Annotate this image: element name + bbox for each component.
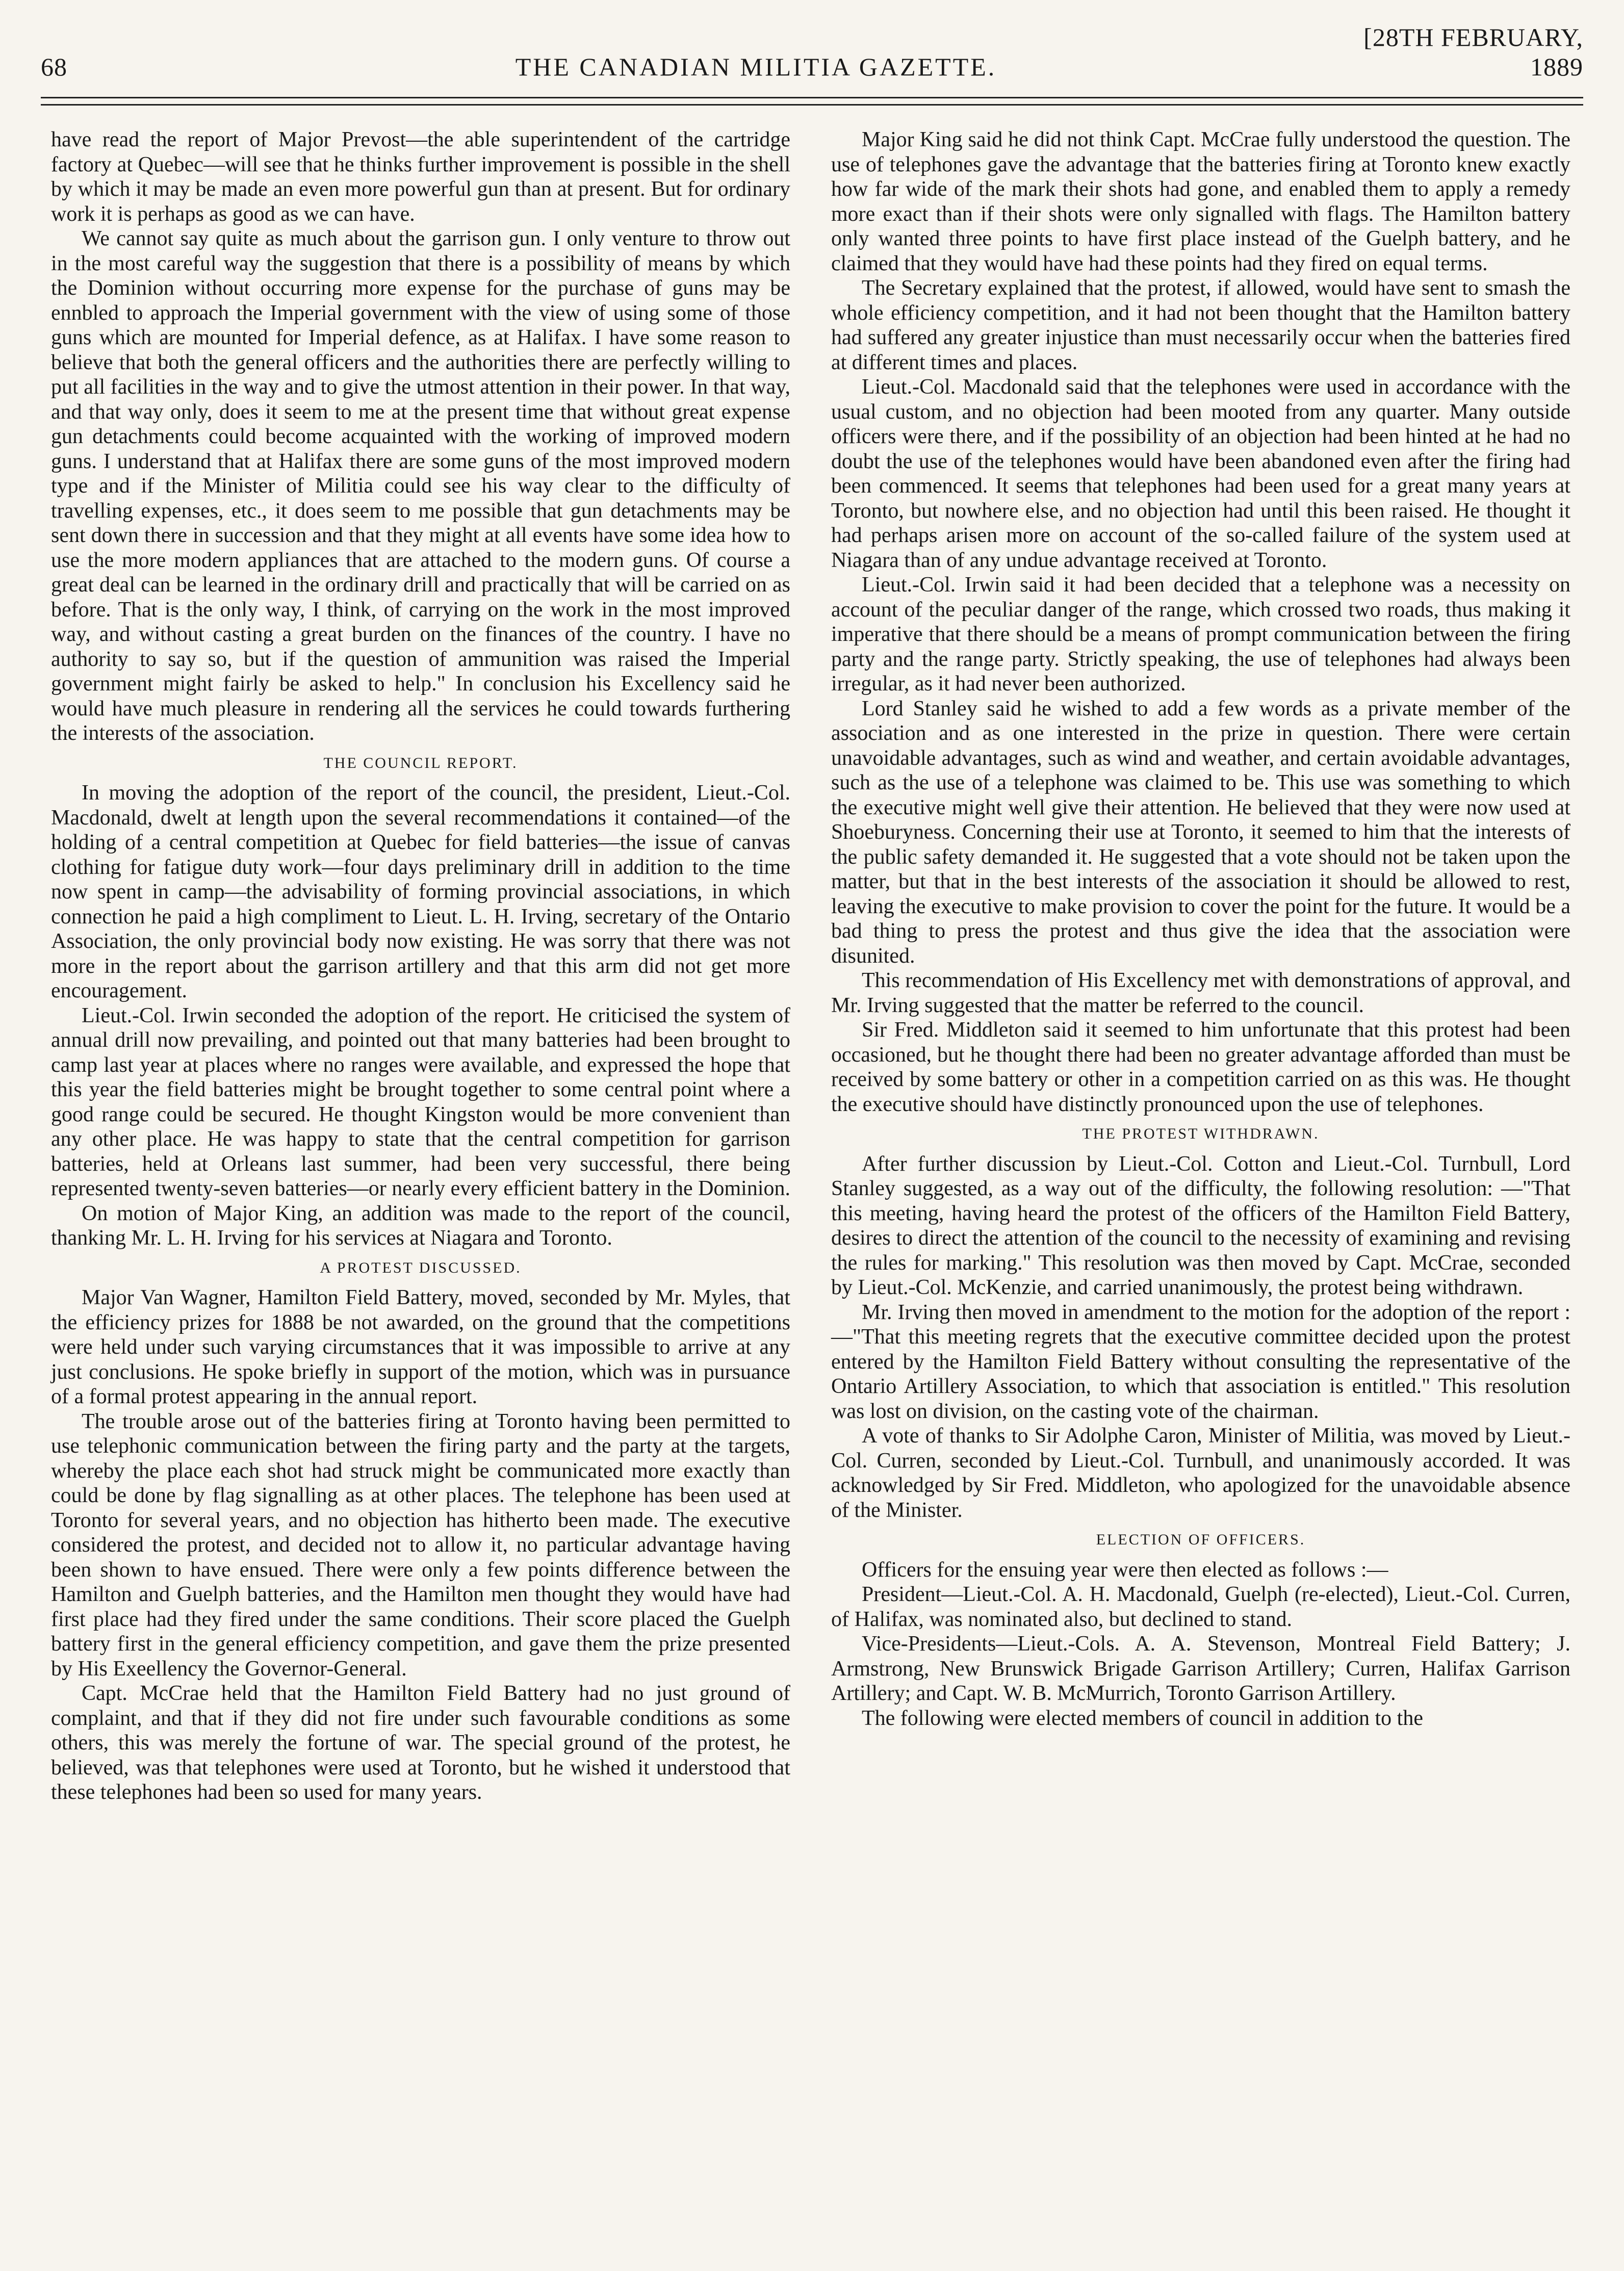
paragraph: Major Van Wagner, Hamilton Field Battery, moved, seconded by Mr. Myles, that the efficiency prizes for 1888 be not awarded, on the ground that the competitions were held under such varying circumstances that it was impossible to arrive at any just conclusions. He spoke briefly in support of the motion, which was in pursuance of a formal protest appearing in the annual report. — [51, 1286, 790, 1408]
paragraph: Sir Fred. Middleton said it seemed to him unfortunate that this protest had been occasioned, but he thought there had been no greater advantage afforded than must be received by some battery or other in a competition carried on as this was. He thought the executive should have distinctly pronounced upon the use of telephones. — [831, 1018, 1570, 1116]
section-heading: ELECTION OF OFFICERS. — [1096, 1531, 1306, 1548]
paragraph: The Secretary explained that the protest, if allowed, would have sent to smash the whole efficiency competition, and it had not been thought that the Hamilton battery had suffered any greater injustice than must necessarily occur when the batteries fired at different times and places. — [831, 276, 1570, 374]
section-heading: A PROTEST DISCUSSED. — [320, 1259, 522, 1276]
header-rule-top — [41, 97, 1583, 98]
masthead-title: THE CANADIAN MILITIA GAZETTE. — [515, 53, 997, 81]
paragraph: We cannot say quite as much about the garrison gun. I only venture to throw out in the most careful way the suggestion that there is a possibility of means by which the Dominion without occurring more expense for the purchase of guns may be ennbled to approach the Imperial government with the view of using some of those guns which are mounted for Imperial defence, as at Halifax. I have some reason to believe that both the general officers and the authorities there are perfectly willing to put all facilities in the way and to give the utmost attention in their power. In that way, and that way only, does it seem to me at the present time that without great expense gun detachments could become acquainted with the working of improved modern guns. I understand that at Halifax there are some guns of the most improved modern type and if the Minister of Militia could see his way clear to the difficulty of travelling expenses, etc., it does seem to me possible that gun detachments may be sent down there in succession and that they might at all events have some idea how to use the more modern appliances that are attached to the modern guns. Of course a great deal can be learned in the ordinary drill and practically that will be carried on as before. That is the only way, I think, of carrying on the work in the most improved way, and without casting a great burden on the finances of the country. I have no authority to say so, but if the question of ammunition was raised the Imperial government might fairly be asked to help." In conclusion his Excellency said he would have much pleasure in rendering all the services he could towards furthering the interests of the association. — [51, 227, 790, 745]
section-heading: THE COUNCIL REPORT. — [323, 754, 518, 771]
paragraph: Lieut.-Col. Irwin said it had been decided that a telephone was a necessity on account of the peculiar danger of the range, which crossed two roads, thus making it imperative that there should be a means of prompt communication between the firing party and the range party. Strictly speaking, the use of telephones had always been irregular, as it had never been authorized. — [831, 573, 1570, 695]
paragraph: Officers for the ensuing year were then elected as follows :— — [862, 1558, 1388, 1582]
paragraph: have read the report of Major Prevost—the able superintendent of the cartridge factory at Quebec—will see that he thinks further improvement is possible in the shell by which it may be made an even more powerful gun than at present. But for ordinary work it is perhaps as good as we can have. — [51, 128, 790, 226]
section-heading: THE PROTEST WITHDRAWN. — [1082, 1125, 1320, 1142]
paragraph: Mr. Irving then moved in amendment to the motion for the adoption of the report :—"That this meeting regrets that the executive committee decided upon the protest entered by the Hamilton Field Battery without consulting the representative of the Ontario Artillery Association, to which that association is entitled." This resolution was lost on division, on the casting vote of the chairman. — [831, 1300, 1570, 1423]
paragraph: This recommendation of His Excellency met with demonstrations of approval, and Mr. Irving suggested that the matter be referred to the council. — [831, 969, 1570, 1017]
paragraph: The following were elected members of council in addition to the — [862, 1706, 1423, 1730]
page-header — [41, 20, 1583, 82]
header-rule-bottom — [41, 104, 1583, 106]
paragraph: On motion of Major King, an addition was made to the report of the council, thanking Mr. L. H. Irving for his services at Niagara and Toronto. — [51, 1201, 790, 1250]
issue-date: [28TH FEBRUARY, 1889 — [1363, 23, 1583, 81]
paragraph: A vote of thanks to Sir Adolphe Caron, Minister of Militia, was moved by Lieut.-Col. Curren, seconded by Lieut.-Col. Turnbull, and unanimously accorded. It was acknowledged by Sir Fred. Middleton, who apologized for the unavoidable absence of the Minister. — [831, 1424, 1570, 1522]
paragraph: Lieut.-Col. Macdonald said that the telephones were used in accordance with the usual custom, and no objection had been mooted from any quarter. Many outside officers were there, and if the possibility of an objection had been hinted at he had no doubt the use of the telephones would have been abandoned even after the firing had been commenced. It seems that telephones had been used for a great many years at Toronto, but nowhere else, and no objection had until this been raised. He thought it had perhaps arisen more on account of the so-called failure of the system used at Niagara than of any undue advantage received at Toronto. — [831, 375, 1570, 572]
paragraph: Major King said he did not think Capt. McCrae fully understood the question. The use of telephones gave the advantage that the batteries firing at Toronto knew exactly how far wide of the mark their shots had gone, and enabled them to apply a remedy more exact than if their shots were only signalled with flags. The Hamilton battery only wanted three points to have first place instead of the Guelph battery, and he claimed that they would have had these points had they fired on equal terms. — [831, 128, 1570, 275]
paragraph: President—Lieut.-Col. A. H. Macdonald, Guelph (re-elected), Lieut.-Col. Curren, of Halifax, was nominated also, but declined to stand. — [831, 1583, 1570, 1631]
paragraph: In moving the adoption of the report of the council, the president, Lieut.-Col. Macdonald, dwelt at length upon the several recommendations it contained—of the holding of a central competition at Quebec for field batteries—the issue of canvas clothing for fatigue duty work—four days preliminary drill in addition to the time now spent in camp—the advisability of forming provincial associations, in which connection he paid a high compliment to Lieut. L. H. Irving, secretary of the Ontario Association, the only provincial body now existing. He was sorry that there was not more in the report about the garrison artillery and that this arm did not get more encouragement. — [51, 781, 790, 1002]
page-number: 68 — [41, 53, 67, 81]
paragraph: The trouble arose out of the batteries firing at Toronto having been permitted to use telephonic communication between the firing party and the party at the targets, whereby the place each shot had struck might be communicated more exactly than could be done by flag signalling as at other places. The telephone has been used at Toronto for several years, and no objection has hitherto been made. The executive considered the protest, and decided not to allow it, no particular advantage having been shown to have ensued. There were only a few points difference between the Hamilton and Guelph batteries, and the Hamilton men thought they would have had first place had they fired under the same conditions. Their score placed the Guelph battery first in the general efficiency competition, and gave them the prize presented by His Exeellency the Governor-General. — [51, 1409, 790, 1681]
right-column — [831, 127, 1570, 1731]
left-column — [51, 127, 790, 1805]
paragraph: Lieut.-Col. Irwin seconded the adoption of the report. He criticised the system of annual drill now prevailing, and pointed out that many batteries had been brought to camp last year at places where no ranges were available, and expressed the hope that this year the field batteries might be brought together to some central point where a good range could be secured. He thought Kingston would be more convenient than any other place. He was happy to state that the central competition for garrison batteries, held at Orleans last summer, had been very successful, there being represented twenty-seven batteries—or nearly every efficient battery in the Dominion. — [51, 1003, 791, 1200]
paragraph: Lord Stanley said he wished to add a few words as a private member of the association and as one interested in the prize in question. There were certain unavoidable advantages, such as wind and weather, and certain avoidable advantages, such as the use of a telephone was claimed to be. This use was something to which the executive might well give their attention. He believed that they were now used at Shoeburyness. Concerning their use at Toronto, it seemed to him that the interests of the public safety demanded it. He suggested that a vote should not be taken upon the matter, but that in the best interests of the association it should be allowed to rest, leaving the executive to make provision to cover the point for the future. It would be a bad thing to press the protest and thus give the idea that the association were disunited. — [831, 696, 1570, 968]
paragraph: Vice-Presidents—Lieut.-Cols. A. A. Stevenson, Montreal Field Battery; J. Armstrong, New Brunswick Brigade Garrison Artillery; Curren, Halifax Garrison Artillery; and Capt. W. B. McMurrich, Toronto Garrison Artillery. — [831, 1632, 1570, 1705]
paragraph: Capt. McCrae held that the Hamilton Field Battery had no just ground of complaint, and that if they did not fire under such favourable conditions as some others, this was merely the fortune of war. The special ground of the protest, he believed, was that telephones were used at Toronto, but he wished it understood that these telephones had been so used for many years. — [51, 1682, 790, 1804]
paragraph: After further discussion by Lieut.-Col. Cotton and Lieut.-Col. Turnbull, Lord Stanley suggested, as a way out of the difficulty, the following resolution: —"That this meeting, having heard the protest of the officers of the Hamilton Field Battery, desires to direct the attention of the council to the necessity of examining and revising the rules for marking." This resolution was then moved by Capt. McCrae, seconded by Lieut.-Col. McKenzie, and carried unanimously, the protest being withdrawn. — [831, 1152, 1570, 1299]
